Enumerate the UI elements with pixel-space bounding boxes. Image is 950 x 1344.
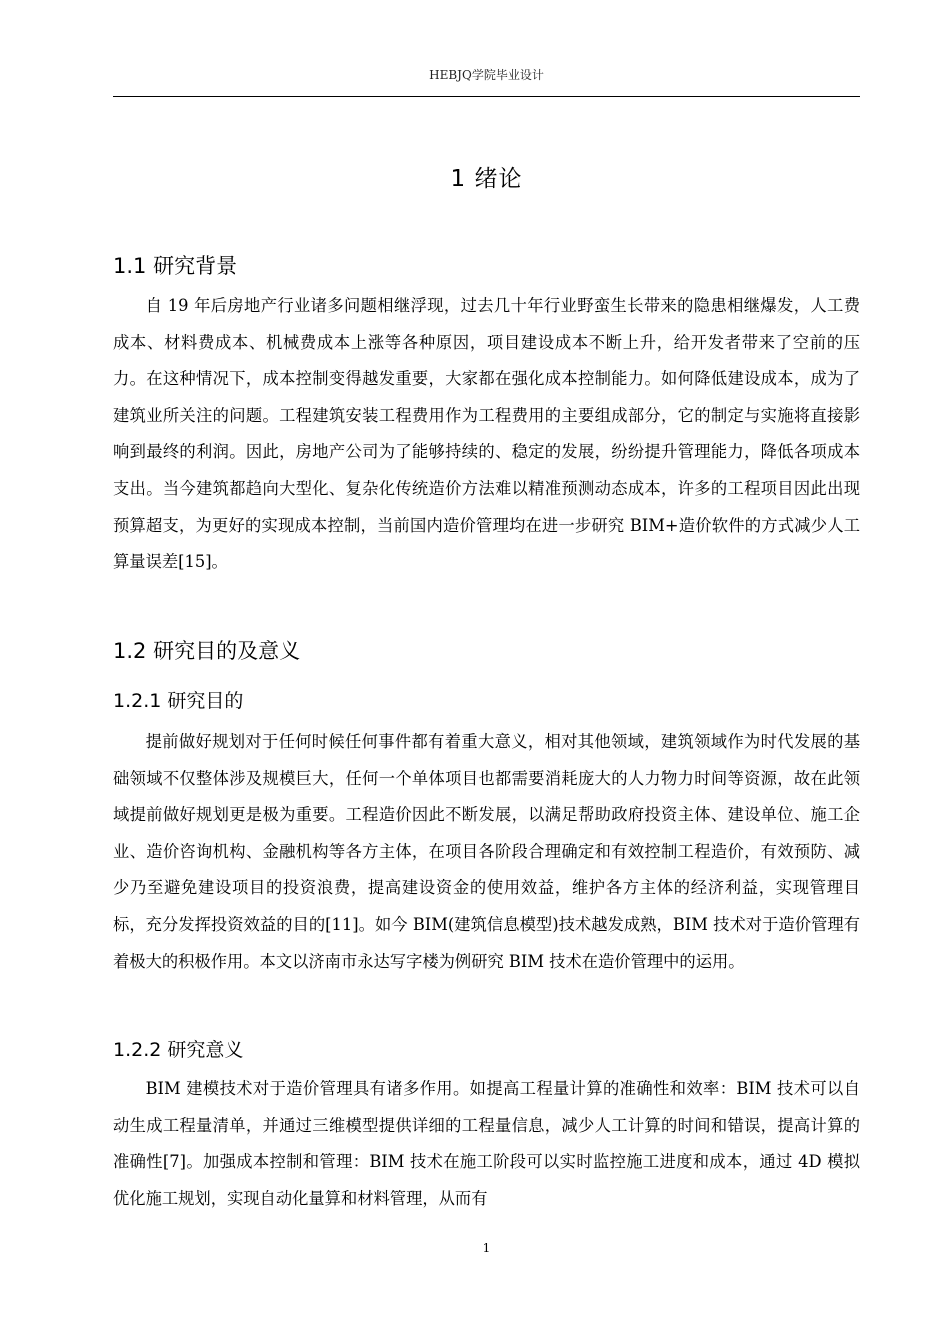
subsection-heading-significance: 1.2.2 研究意义 <box>113 1039 244 1061</box>
paragraph-background: 自 19 年后房地产行业诸多问题相继浮现，过去几十年行业野蛮生长带来的隐患相继爆发，人工费成本、材料费成本、机械费成本上涨等各种原因，项目建设成本不断上升，给开发者带来了空前的压力。在这种情况下，成本控制变得越发重要，大家都在强化成本控制能力。如何降低建设成本，成为了建筑业所关注的问题。工程建筑安装工程费用作为工程费用的主要组成部分，它的制定与实施将直接影响到最终的利润。因此，房地产公司为了能够持续的、稳定的发展，纷纷提升管理能力，降低各项成本支出。当今建筑都趋向大型化、复杂化传统造价方法难以精准预测动态成本，许多的工程项目因此出现预算超支，为更好的实现成本控制，当前国内造价管理均在进一步研究 BIM+造价软件的方式减少人工算量误差[15]。 <box>113 296 860 572</box>
header-divider <box>113 96 860 97</box>
section-heading-background: 1.1 研究背景 <box>113 254 238 278</box>
page-number: 1 <box>482 1241 491 1255</box>
paragraph-significance: BIM 建模技术对于造价管理具有诸多作用。如提高工程量计算的准确性和效率：BIM 技术可以自动生成工程量清单，并通过三维模型提供详细的工程量信息，减少人工计算的时间和错误，提高计算的准确性[7]。加强成本控制和管理：BIM 技术在施工阶段可以实时监控施工进度和成本，通过 4D 模拟优化施工规划，实现自动化量算和材料管理，从而有 <box>113 1079 860 1208</box>
chapter-title: 1 绪论 <box>450 166 523 192</box>
running-header: HEBJQ学院毕业设计 <box>429 68 544 82</box>
subsection-heading-purpose: 1.2.1 研究目的 <box>113 690 244 712</box>
paragraph-purpose: 提前做好规划对于任何时候任何事件都有着重大意义，相对其他领域，建筑领域作为时代发展的基础领域不仅整体涉及规模巨大，任何一个单体项目也都需要消耗庞大的人力物力时间等资源，故在此领域提前做好规划更是极为重要。工程造价因此不断发展，以满足帮助政府投资主体、建设单位、施工企业、造价咨询机构、金融机构等各方主体，在项目各阶段合理确定和有效控制工程造价，有效预防、减少乃至避免建设项目的投资浪费，提高建设资金的使用效益，维护各方主体的经济利益，实现管理目标，充分发挥投资效益的目的[11]。如今 BIM(建筑信息模型)技术越发成熟，BIM 技术对于造价管理有着极大的积极作用。本文以济南市永达写字楼为例研究 BIM 技术在造价管理中的运用。 <box>113 732 860 971</box>
section-heading-purpose-significance: 1.2 研究目的及意义 <box>113 639 301 663</box>
